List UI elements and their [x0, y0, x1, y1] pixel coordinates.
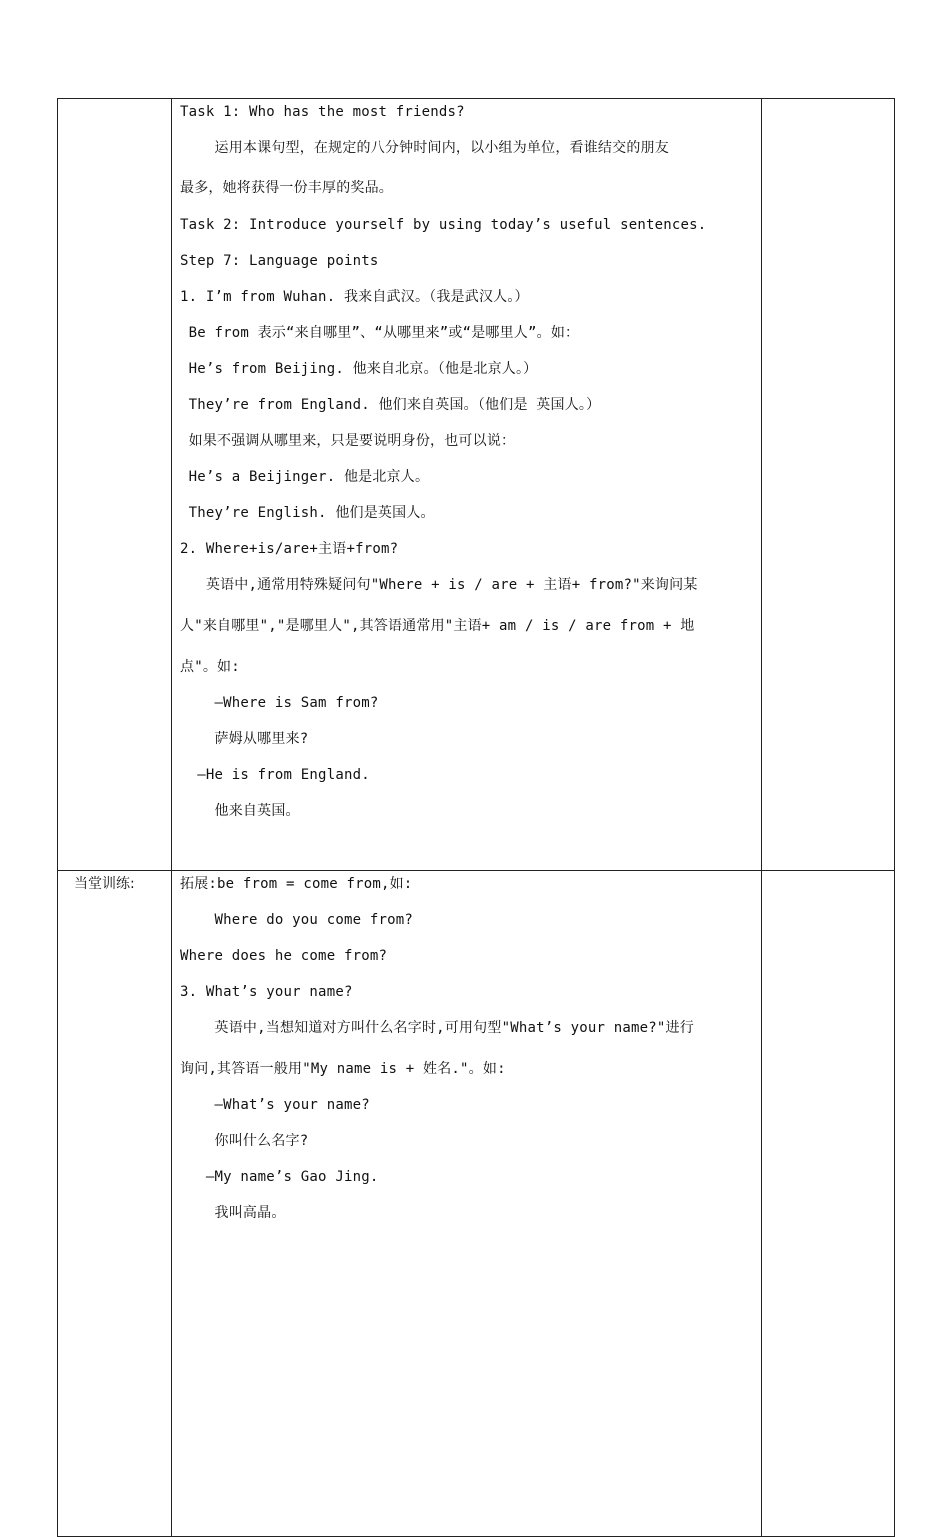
text-line: 拓展:be from = come from,如:	[180, 876, 413, 892]
lesson-plan-table	[57, 98, 895, 1537]
text-line: They’re from England. 他们来自英国。（他们是 英国人。）	[180, 397, 601, 413]
text-line: —Where is Sam from?	[180, 695, 379, 711]
text-line: Step 7: Language points	[180, 253, 379, 269]
text-line: 你叫什么名字?	[180, 1133, 309, 1149]
text-line: 1. I’m from Wuhan. 我来自武汉。（我是武汉人。）	[180, 289, 529, 305]
text-line: He’s a Beijinger. 他是北京人。	[180, 469, 430, 485]
text-line: They’re English. 他们是英国人。	[180, 505, 435, 521]
text-line: 人"来自哪里","是哪里人",其答语通常用"主语+ am / is / are from + 地	[180, 618, 695, 634]
text-line: —My name’s Gao Jing.	[180, 1169, 379, 1185]
table-row	[58, 871, 895, 1537]
text-line: 英语中,通常用特殊疑问句"Where + is / are + 主语+ from?"来询问某	[180, 577, 698, 593]
section-label-cell	[58, 99, 172, 871]
text-line: 英语中,当想知道对方叫什么名字时,可用句型"What’s your name?"进行	[180, 1020, 694, 1036]
text-line: Task 1: Who has the most friends?	[180, 104, 465, 120]
text-line: Where do you come from?	[180, 912, 413, 928]
text-line: 3. What’s your name?	[180, 984, 353, 1000]
text-line: 询问,其答语一般用"My name is + 姓名."。如:	[180, 1061, 506, 1077]
content-cell	[172, 871, 762, 1537]
text-line: 2. Where+is/are+主语+from?	[180, 541, 399, 557]
text-line: 点"。如:	[180, 659, 240, 675]
text-line: Be from 表示“来自哪里”、“从哪里来”或“是哪里人”。如：	[180, 325, 580, 341]
text-line: 最多，她将获得一份丰厚的奖品。	[180, 180, 393, 196]
section-label-cell	[58, 871, 172, 1537]
text-line: Task 2: Introduce yourself by using today’s useful sentences.	[180, 217, 707, 233]
text-line: He’s from Beijing. 他来自北京。（他是北京人。）	[180, 361, 538, 377]
section-label: 当堂训练:	[74, 876, 135, 892]
notes-cell	[762, 99, 895, 871]
notes-cell	[762, 871, 895, 1537]
table-row	[58, 99, 895, 871]
text-line: 他来自英国。	[180, 803, 300, 819]
content-cell	[172, 99, 762, 871]
text-line: 运用本课句型，在规定的八分钟时间内，以小组为单位，看谁结交的朋友	[180, 140, 669, 156]
text-line: Where does he come from?	[180, 948, 388, 964]
text-line: —He is from England.	[180, 767, 370, 783]
text-line: 如果不强调从哪里来，只是要说明身份，也可以说：	[180, 433, 516, 449]
text-line: 我叫高晶。	[180, 1205, 286, 1221]
text-line: —What’s your name?	[180, 1097, 370, 1113]
text-line: 萨姆从哪里来?	[180, 731, 309, 747]
